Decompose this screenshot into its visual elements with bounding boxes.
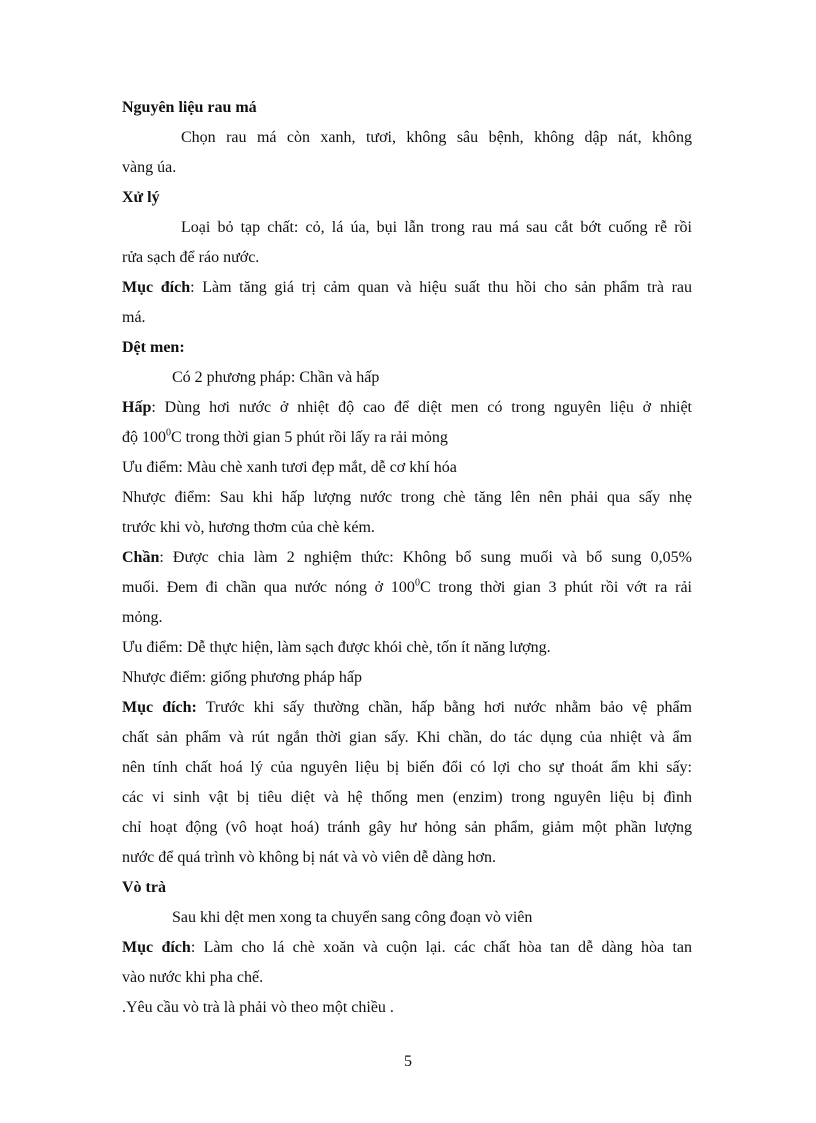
degree-superscript: 0 [166, 427, 171, 439]
labeled-paragraph-line [122, 393, 692, 423]
paragraph-line: Có 2 phương pháp: Chần và hấp [172, 369, 380, 386]
paragraph-line: Chọn rau má còn xanh, tươi, không sâu bệnh, không dập nát, không [181, 129, 692, 146]
inline-label: Mục đích: [122, 699, 197, 716]
paragraph-line: Nhược điểm: giống phương pháp hấp [122, 669, 363, 686]
labeled-paragraph-line [122, 273, 692, 303]
inline-label: Chần [122, 549, 160, 566]
paragraph-line: má. [122, 309, 146, 326]
degree-superscript: 0 [414, 577, 420, 589]
line-text: : Làm cho lá chè xoăn và cuộn lại. các chất hòa tan dễ dàng hòa tan [190, 939, 692, 956]
inline-label: Mục đích [122, 939, 191, 956]
paragraph-line: mỏng. [122, 609, 163, 626]
section-heading: Vò trà [122, 879, 166, 896]
section-heading: Nguyên liệu rau má [122, 99, 257, 116]
line-text: : Dùng hơi nước ở nhiệt độ cao để diệt men có trong nguyên liệu ở nhiệt [151, 399, 692, 416]
paragraph-line: Sau khi dệt men xong ta chuyển sang công đoạn vò viên [172, 909, 533, 926]
paragraph-line: Ưu điểm: Màu chè xanh tươi đẹp mắt, dễ cơ khí hóa [122, 459, 457, 476]
labeled-paragraph-line [122, 933, 692, 963]
line-text: C trong thời gian 3 phút rồi vớt ra rải [419, 579, 693, 596]
page-body [122, 93, 692, 1023]
paragraph-line: Loại bỏ tạp chất: cỏ, lá úa, bụi lẫn trong rau má sau cắt bớt cuống rễ rồi [181, 219, 692, 236]
paragraph-line: các vi sinh vật bị tiêu diệt và hệ thống men (enzim) trong nguyên liệu bị đình [122, 789, 692, 806]
line-text: : Được chia làm 2 nghiệm thức: Không bổ sung muối và bổ sung 0,05% [159, 549, 692, 566]
paragraph-line: chỉ hoạt động (vô hoạt hoá) tránh gây hư hỏng sản phẩm, giảm một phần lượng [122, 819, 692, 836]
paragraph-line: vào nước khi pha chế. [122, 969, 264, 986]
paragraph-line [122, 423, 692, 453]
section-heading: Xử lý [122, 189, 160, 206]
line-text: muối. Đem đi chần qua nước nóng ở 100 [122, 579, 415, 596]
inline-label: Mục đích [122, 279, 191, 296]
paragraph-line: .Yêu cầu vò trà là phải vò theo một chiều . [122, 999, 394, 1016]
section-heading: Dệt men: [122, 339, 185, 356]
paragraph-line: nước để quá trình vò không bị nát và vò viên dễ dàng hơn. [122, 849, 496, 866]
page-number: 5 [404, 1053, 412, 1070]
paragraph-line: rửa sạch để ráo nước. [122, 249, 260, 266]
paragraph-line [122, 573, 692, 603]
paragraph-line: trước khi vò, hương thơm của chè kém. [122, 519, 375, 536]
labeled-paragraph-line [122, 693, 692, 723]
line-text: C trong thời gian 5 phút rồi lấy ra rải mỏng [171, 429, 448, 446]
line-text: Trước khi sấy thường chần, hấp bằng hơi nước nhằm bảo vệ phẩm [196, 699, 692, 716]
paragraph-line: chất sản phẩm và rút ngắn thời gian sấy. Khi chần, do tác dụng của nhiệt và ẩm [122, 729, 692, 746]
paragraph-line: nên tính chất hoá lý của nguyên liệu bị biến đổi có lợi cho sự thoát ẩm khi sấy: [122, 759, 692, 776]
paragraph-line: vàng úa. [122, 159, 177, 176]
paragraph-line: Ưu điểm: Dễ thực hiện, làm sạch được khói chè, tốn ít năng lượng. [122, 639, 551, 656]
labeled-paragraph-line [122, 543, 692, 573]
line-text: : Làm tăng giá trị cảm quan và hiệu suất thu hồi cho sản phẩm trà rau [190, 279, 693, 296]
inline-label: Hấp [122, 399, 152, 416]
paragraph-line: Nhược điểm: Sau khi hấp lượng nước trong chè tăng lên nên phải qua sấy nhẹ [122, 489, 692, 506]
line-text: độ 100 [122, 429, 166, 446]
